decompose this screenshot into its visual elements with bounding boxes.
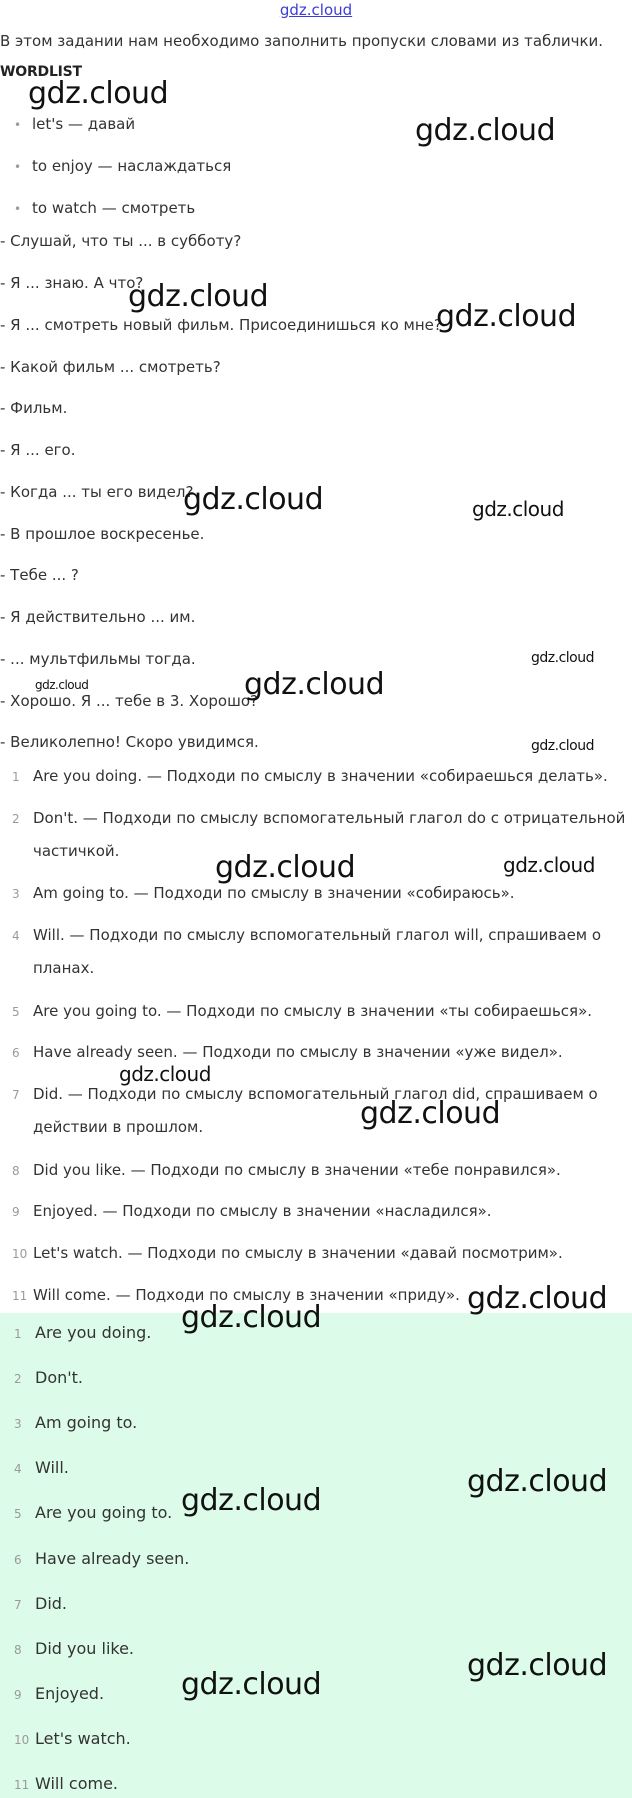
watermark: gdz.cloud bbox=[360, 1096, 501, 1131]
explanation-item: 6 Have already seen. — Подходи по смыслу в значении «уже видел». bbox=[12, 1043, 563, 1061]
watermark: gdz.cloud bbox=[28, 76, 169, 111]
answer-item: 3 Am going to. bbox=[14, 1413, 138, 1432]
watermark: gdz.cloud bbox=[128, 279, 269, 314]
answer-item: 2 Don't. bbox=[14, 1368, 84, 1387]
watermark: gdz.cloud bbox=[467, 1281, 608, 1316]
watermark: gdz.cloud bbox=[181, 1667, 322, 1702]
wordlist-item: • to watch — смотреть bbox=[14, 199, 196, 217]
explanation-item: 9 Enjoyed. — Подходи по смыслу в значении «насладился». bbox=[12, 1202, 492, 1220]
watermark: gdz.cloud bbox=[215, 850, 356, 885]
dialogue-line: - Я ... знаю. А что? bbox=[0, 274, 144, 292]
watermark: gdz.cloud bbox=[436, 299, 577, 334]
answer-item: 1 Are you doing. bbox=[14, 1323, 152, 1342]
answer-item: 6 Have already seen. bbox=[14, 1549, 190, 1568]
explanation-item: 5 Are you going to. — Подходи по смыслу в значении «ты собираешься». bbox=[12, 1002, 593, 1020]
explanation-item: 8 Did you like. — Подходи по смыслу в значении «тебе понравился». bbox=[12, 1161, 561, 1179]
explanation-item: 2 Don't. — Подходи по смыслу вспомогательный глагол do с отрицательной bbox=[12, 809, 626, 827]
explanation-item: 7 Did. — Подходи по смыслу вспомогательный глагол did, спрашиваем о bbox=[12, 1085, 598, 1103]
explanation-continuation: действии в прошлом. bbox=[33, 1118, 204, 1136]
answer-item: 4 Will. bbox=[14, 1458, 69, 1477]
explanation-item: 11 Will come. — Подходи по смыслу в значении «приду». bbox=[12, 1286, 460, 1304]
watermark: gdz.cloud bbox=[181, 1483, 322, 1518]
watermark: gdz.cloud bbox=[503, 853, 595, 877]
answer-item: 5 Are you going to. bbox=[14, 1503, 173, 1522]
dialogue-line: - Тебе ... ? bbox=[0, 566, 79, 584]
dialogue-line: - ... мультфильмы тогда. bbox=[0, 650, 196, 668]
top-site-link[interactable]: gdz.cloud bbox=[279, 1, 353, 19]
wordlist-heading: WORDLIST bbox=[0, 64, 82, 80]
wordlist-item: • to enjoy — наслаждаться bbox=[14, 157, 232, 175]
intro-text: В этом задании нам необходимо заполнить пропуски словами из таблички. bbox=[0, 32, 604, 50]
dialogue-line: - Хорошо. Я ... тебе в 3. Хорошо? bbox=[0, 692, 258, 710]
watermark: gdz.cloud bbox=[415, 113, 556, 148]
watermark: gdz.cloud bbox=[531, 738, 594, 754]
bullet-icon: • bbox=[14, 202, 22, 216]
watermark: gdz.cloud bbox=[472, 497, 564, 521]
bullet-icon: • bbox=[14, 160, 22, 174]
watermark: gdz.cloud bbox=[467, 1648, 608, 1683]
explanation-item: 1 Are you doing. — Подходи по смыслу в значении «собираешься делать». bbox=[12, 767, 608, 785]
watermark: gdz.cloud bbox=[119, 1062, 211, 1086]
answer-block bbox=[0, 1313, 632, 1798]
explanation-item: 3 Am going to. — Подходи по смыслу в значении «собираюсь». bbox=[12, 884, 515, 902]
explanation-continuation: частичкой. bbox=[33, 842, 120, 860]
dialogue-line: - Я ... его. bbox=[0, 441, 76, 459]
watermark: gdz.cloud bbox=[467, 1464, 608, 1499]
dialogue-line: - В прошлое воскресенье. bbox=[0, 525, 205, 543]
answer-item: 8 Did you like. bbox=[14, 1639, 135, 1658]
dialogue-line: - Я действительно ... им. bbox=[0, 608, 196, 626]
dialogue-line: - Фильм. bbox=[0, 399, 68, 417]
watermark: gdz.cloud bbox=[183, 482, 324, 517]
bullet-icon: • bbox=[14, 118, 22, 132]
watermark: gdz.cloud bbox=[531, 650, 594, 666]
answer-item: 11 Will come. bbox=[14, 1774, 118, 1793]
answer-item: 9 Enjoyed. bbox=[14, 1684, 105, 1703]
dialogue-line: - Когда ... ты его видел? bbox=[0, 483, 194, 501]
explanation-item: 10 Let's watch. — Подходи по смыслу в значении «давай посмотрим». bbox=[12, 1244, 563, 1262]
dialogue-line: - Слушай, что ты ... в субботу? bbox=[0, 232, 242, 250]
wordlist-item: • let's — давай bbox=[14, 115, 136, 133]
dialogue-line: - Великолепно! Скоро увидимся. bbox=[0, 733, 259, 751]
explanation-item: 4 Will. — Подходи по смыслу вспомогательный глагол will, спрашиваем о bbox=[12, 926, 602, 944]
watermark: gdz.cloud bbox=[244, 667, 385, 702]
watermark: gdz.cloud bbox=[181, 1300, 322, 1335]
answer-item: 7 Did. bbox=[14, 1594, 68, 1613]
dialogue-line: - Какой фильм ... смотреть? bbox=[0, 358, 221, 376]
watermark: gdz.cloud bbox=[35, 678, 89, 692]
explanation-continuation: планах. bbox=[33, 959, 95, 977]
answer-item: 10 Let's watch. bbox=[14, 1729, 131, 1748]
dialogue-line: - Я ... смотреть новый фильм. Присоединишься ко мне? bbox=[0, 316, 442, 334]
